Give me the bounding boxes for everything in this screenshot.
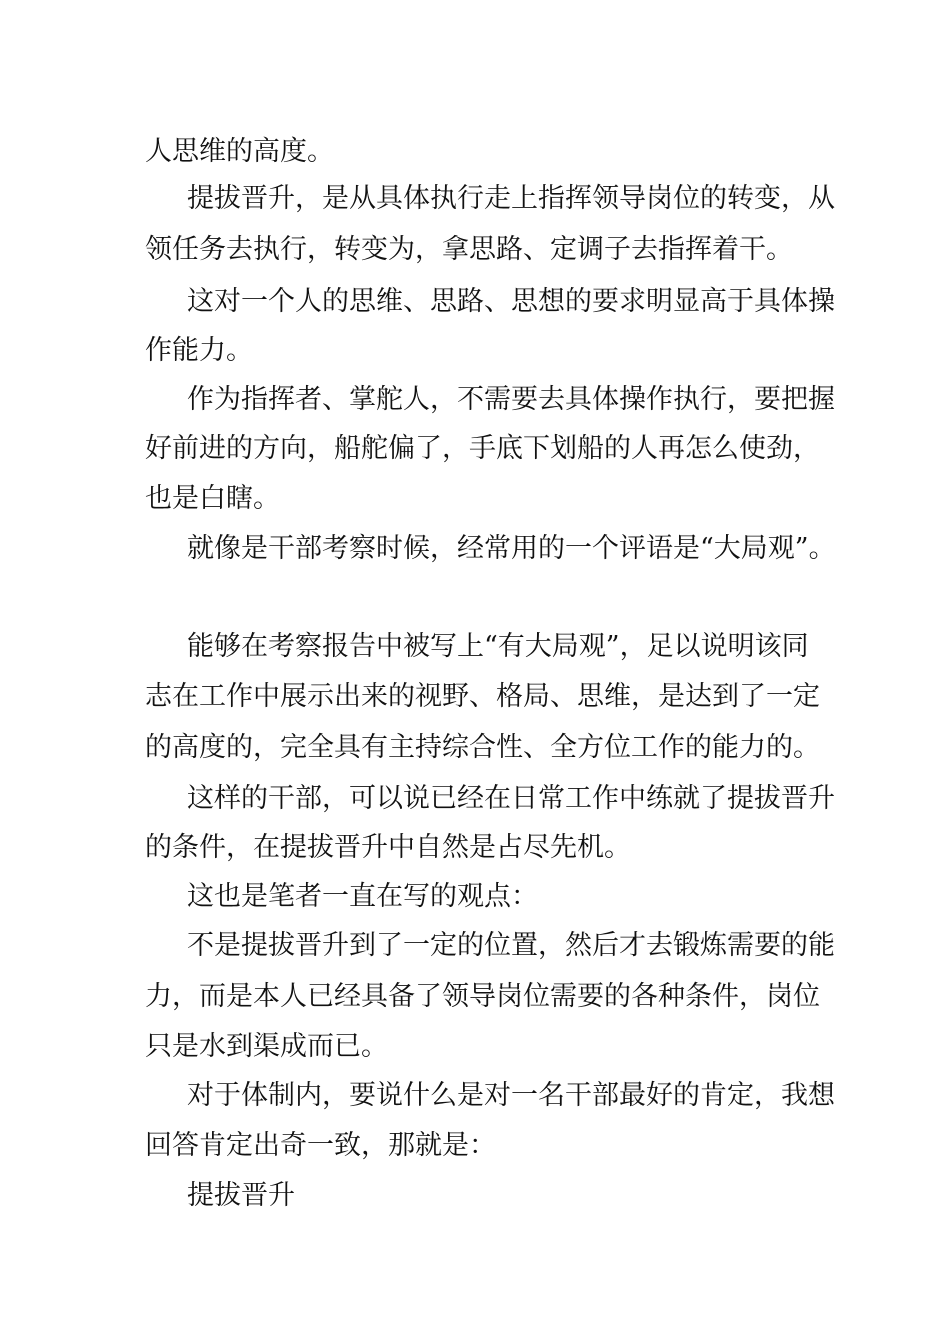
text-line: 也是白瞎。 — [145, 483, 280, 514]
text-line: 力，而是本人已经具备了领导岗位需要的各种条件，岗位 — [145, 981, 820, 1012]
text-line: 作能力。 — [145, 335, 253, 366]
text-line: 只是水到渠成而已。 — [145, 1031, 388, 1062]
text-line: 作为指挥者、掌舵人，不需要去具体操作执行，要把握 — [187, 384, 835, 415]
text-line: 好前进的方向，船舵偏了，手底下划船的人再怎么使劲， — [145, 433, 820, 464]
text-line: 提拔晋升，是从具体执行走上指挥领导岗位的转变，从 — [187, 183, 835, 214]
text-line: 提拔晋升 — [187, 1180, 295, 1211]
text-line: 回答肯定出奇一致，那就是： — [145, 1130, 496, 1161]
text-line: 领任务去执行，转变为，拿思路、定调子去指挥着干。 — [145, 234, 793, 265]
text-line: 就像是干部考察时候，经常用的一个评语是“大局观”。 — [187, 533, 836, 564]
text-line: 这对一个人的思维、思路、思想的要求明显高于具体操 — [187, 286, 835, 317]
text-line: 这样的干部，可以说已经在日常工作中练就了提拔晋升 — [187, 783, 835, 814]
text-line: 的高度的，完全具有主持综合性、全方位工作的能力的。 — [145, 732, 820, 763]
text-line: 的条件，在提拔晋升中自然是占尽先机。 — [145, 832, 631, 863]
text-line: 对于体制内，要说什么是对一名干部最好的肯定，我想 — [187, 1080, 835, 1111]
text-line: 志在工作中展示出来的视野、格局、思维，是达到了一定 — [145, 681, 820, 712]
text-line: 能够在考察报告中被写上“有大局观”，足以说明该同 — [187, 631, 809, 662]
text-line: 这也是笔者一直在写的观点： — [187, 881, 538, 912]
text-line: 不是提拔晋升到了一定的位置，然后才去锻炼需要的能 — [187, 930, 835, 961]
text-line: 人思维的高度。 — [145, 136, 334, 167]
